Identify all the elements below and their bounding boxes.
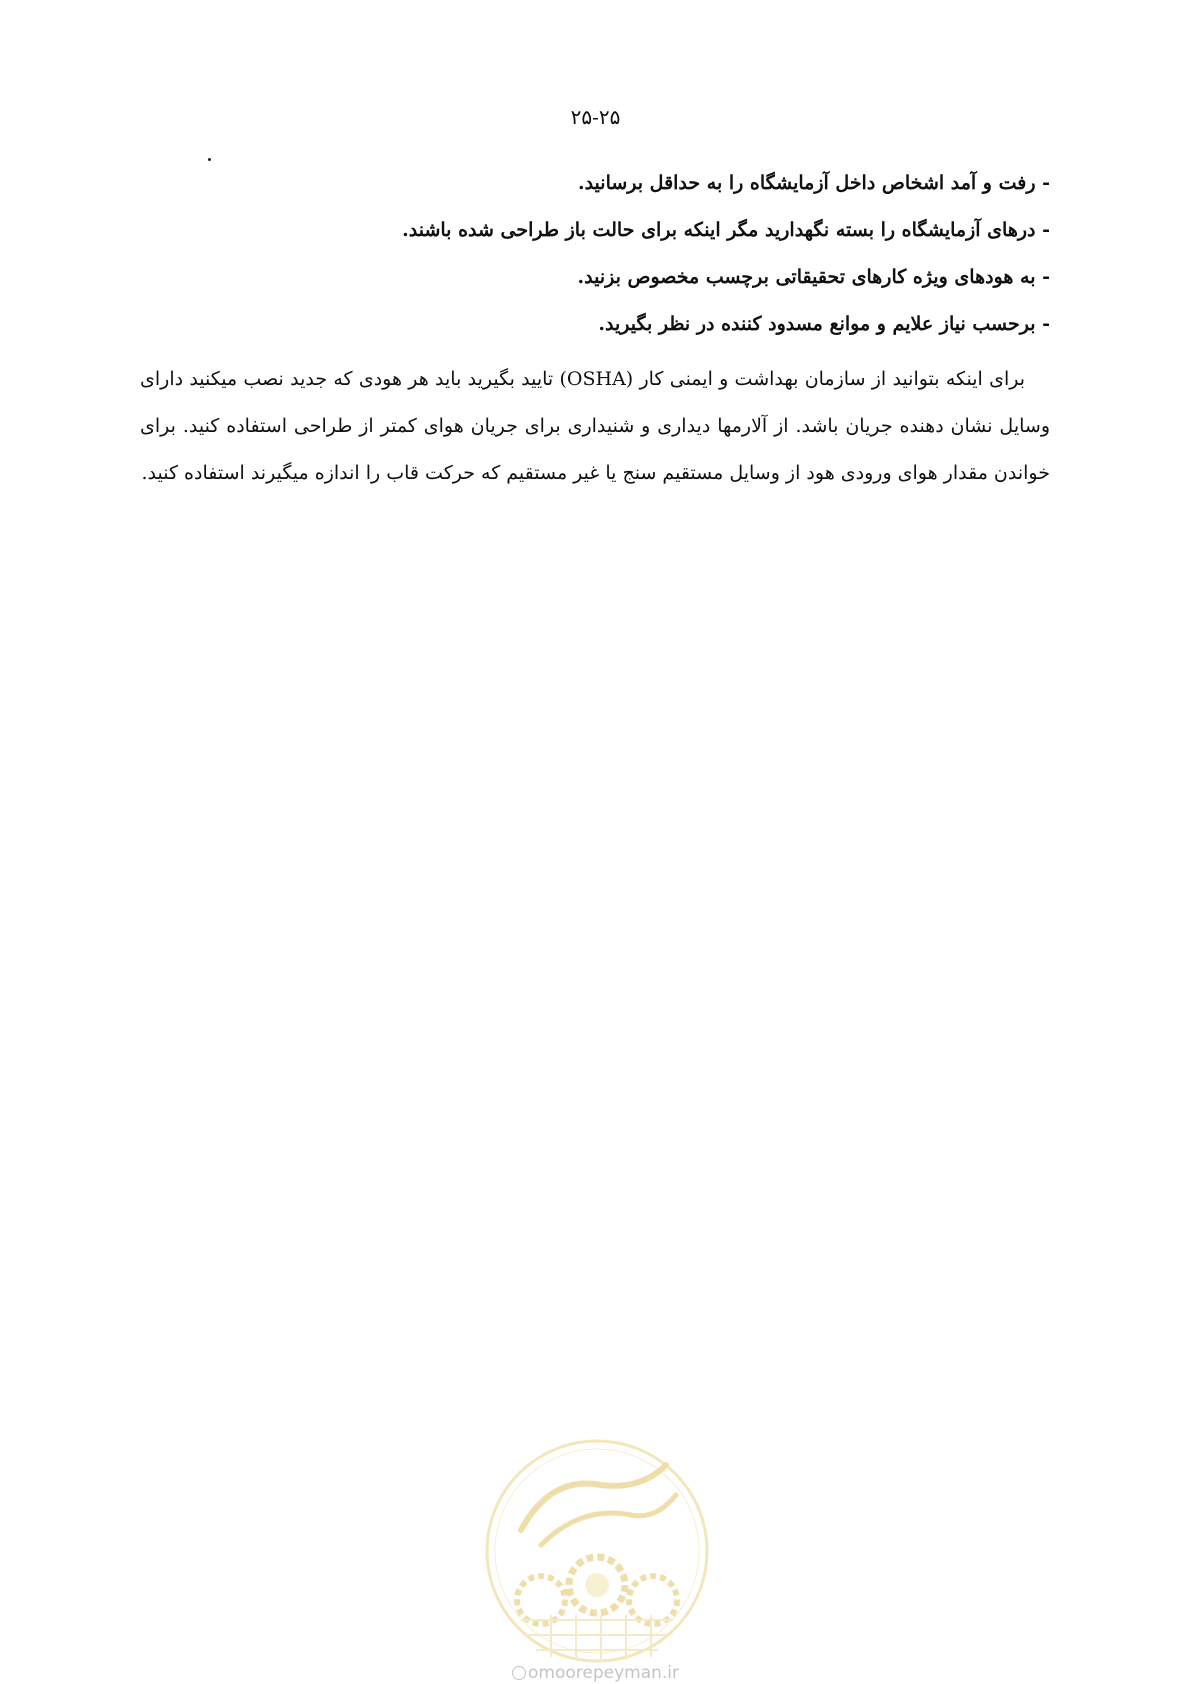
bullet-list bbox=[140, 160, 1050, 348]
bullet-item: - رفت و آمد اشخاص داخل آزمایشگاه را به حداقل برسانید. bbox=[577, 172, 1050, 194]
bullet-item: - به هودهای ویژه کارهای تحقیقاتی برچسب مخصوص بزنید. bbox=[577, 266, 1050, 288]
watermark-logo bbox=[481, 1435, 713, 1667]
page-number: ۲۵-۲۵ bbox=[570, 105, 621, 129]
body-paragraph: برای اینکه بتوانید از سازمان بهداشت و ایمنی کار (OSHA) تایید بگیرید باید هر هودی که جدید نصب میکنید دارای وسایل نشان دهنده جریان باشد. از آلارمها دیداری و شنیداری برای جریان هوای کمتر از طراحی استفاده کنید. برای خواندن مقدار هوای ورودی هود از وسایل مستقیم سنج یا غیر مستقیم که حرکت قاب را اندازه میگیرند استفاده کنید. bbox=[140, 368, 1050, 484]
globe-icon bbox=[512, 1666, 526, 1680]
watermark-url bbox=[0, 1663, 1191, 1683]
bullet-item: - درهای آزمایشگاه را بسته نگهدارید مگر اینکه برای حالت باز طراحی شده باشند. bbox=[402, 219, 1050, 241]
bullet-item: - برحسب نیاز علایم و موانع مسدود کننده در نظر بگیرید. bbox=[598, 313, 1050, 335]
page-content bbox=[140, 160, 1050, 497]
watermark-url-text: omoorepeyman.ir bbox=[527, 1663, 680, 1683]
